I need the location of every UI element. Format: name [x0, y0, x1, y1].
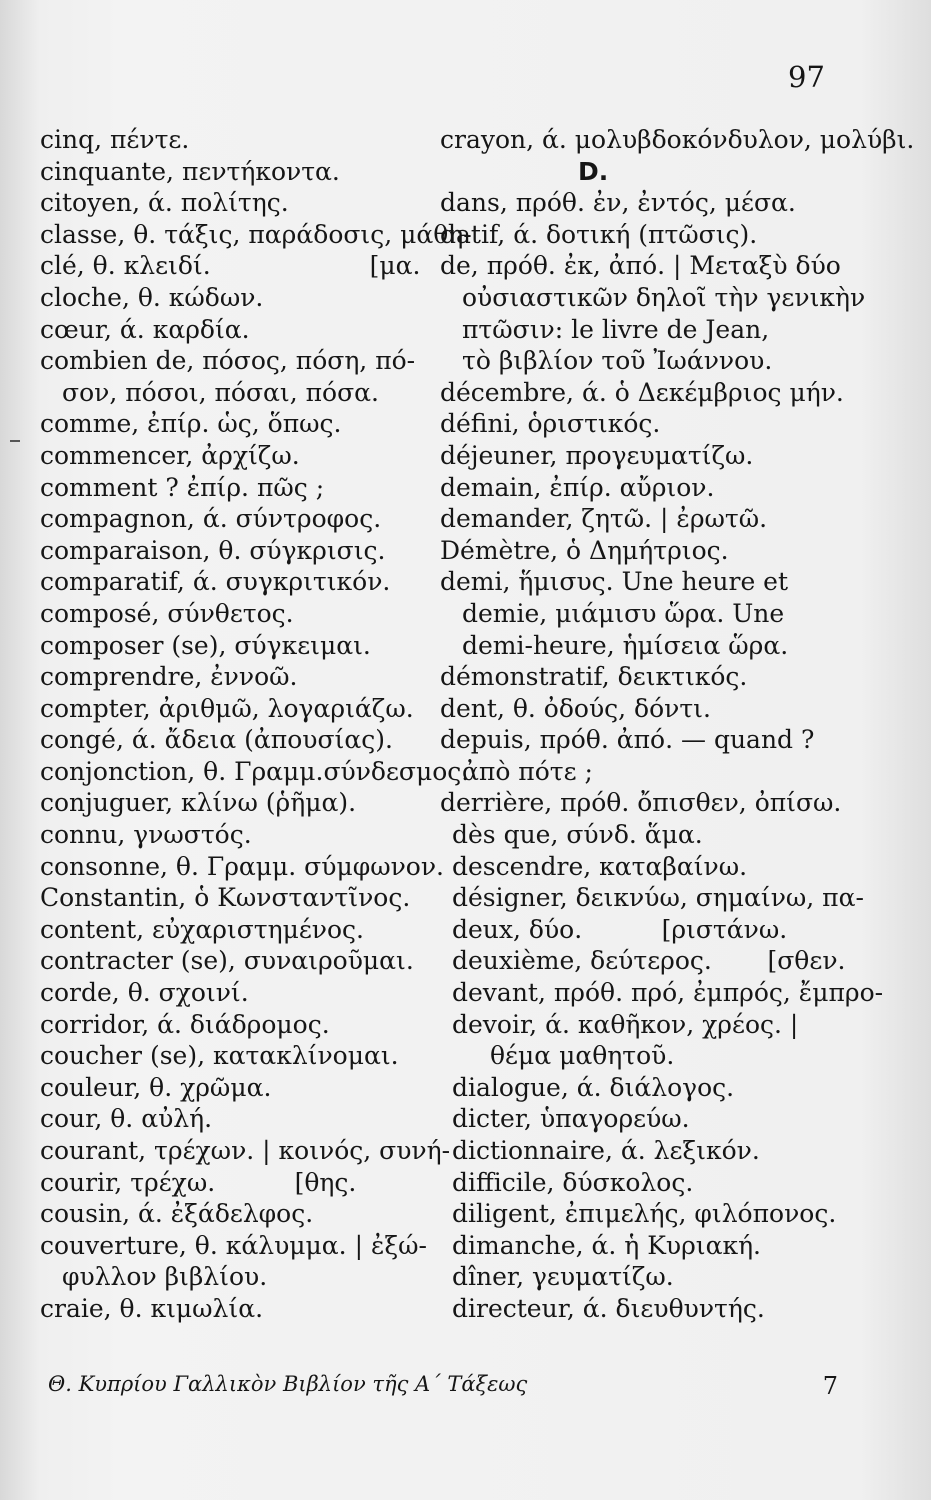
entry: comme, ἐπίρ. ὡς, ὅπως.	[40, 409, 342, 439]
entry: consonne, θ. Γραμμ. σύμφωνον.	[40, 851, 444, 881]
entry: derrière, πρόθ. ὄπισθεν, ὀπίσω.	[440, 788, 842, 818]
entry: contracter (se), συναιροῦμαι.	[40, 946, 414, 976]
entry-continuation: demie, μιάμισυ ὥρα. Une	[462, 598, 785, 628]
entry: cinquante, πεντήκοντα.	[40, 156, 340, 186]
entry: depuis, πρόθ. ἀπό. — quand ?	[440, 725, 815, 755]
entry: dent, θ. ὀδούς, δόντι.	[440, 693, 711, 723]
entry: déjeuner, προγευματίζω.	[440, 440, 754, 470]
entry: content, εὐχαριστημένος.	[40, 914, 364, 944]
entry: décembre, ά. ὁ Δεκέμβριος μήν.	[440, 377, 844, 407]
entry-continuation: ἀπὸ πότε ;	[462, 756, 593, 786]
entry: classe, θ. τάξις, παράδοσις, μάθη-	[40, 219, 472, 249]
page-footer	[48, 1372, 838, 1400]
entry: dictionnaire, ά. λεξικόν.	[452, 1136, 760, 1165]
entry-continuation: θέμα μαθητοῦ.	[490, 1041, 675, 1071]
entry: corridor, ά. διάδρομος.	[40, 1009, 330, 1039]
entry: dès que, σύνδ. ἅμα.	[452, 820, 703, 850]
entry: comment ? ἐπίρ. πῶς ;	[40, 472, 325, 502]
entry: couleur, θ. χρῶμα.	[40, 1072, 272, 1102]
entry: cœur, ά. καρδία.	[40, 314, 250, 344]
entry: dîner, γευματίζω.	[452, 1262, 674, 1292]
entry: combien de, πόσος, πόση, πό-	[40, 346, 416, 376]
entry: conjuguer, κλίνω (ῥῆμα).	[40, 788, 357, 818]
entry: diligent, ἐπιμελής, φιλόπονος.	[452, 1199, 837, 1229]
entry-continuation: οὐσιαστικῶν δηλοῖ τὴν γενικὴν	[462, 282, 866, 312]
entry: congé, ά. ἄδεια (ἀπουσίας).	[40, 725, 393, 755]
entry: compagnon, ά. σύντροφος.	[40, 504, 382, 534]
entry: cloche, θ. κώδων.	[40, 282, 264, 312]
entry: demi, ἥμισυς. Une heure et	[440, 567, 789, 597]
entry: courant, τρέχων. | κοινός, συνή-	[40, 1136, 451, 1165]
entry: comparatif, ά. συγκριτικόν.	[40, 567, 391, 597]
left-column	[40, 124, 472, 1325]
margin-mark	[10, 440, 20, 442]
entry: dialogue, ά. διάλογος.	[452, 1072, 735, 1102]
entry: comparaison, θ. σύγκρισις.	[40, 535, 386, 565]
entry: deux, δύο. [ριστάνω.	[452, 914, 788, 944]
entry: composer (se), σύγκειμαι.	[40, 630, 371, 660]
section-heading-d: D.	[578, 156, 609, 186]
entry: dicter, ὑπαγορεύω.	[452, 1104, 690, 1134]
entry: directeur, ά. διευθυντής.	[452, 1293, 765, 1323]
entry: devoir, ά. καθῆκον, χρέος. |	[452, 1009, 799, 1039]
entry: crayon, ά. μολυβδοκόνδυλον, μολύβι.	[440, 125, 915, 154]
entry: Constantin, ὁ Κωνσταντῖνος.	[40, 883, 411, 913]
entry: cinq, πέντε.	[40, 125, 190, 154]
entry: citoyen, ά. πολίτης.	[40, 188, 289, 218]
entry: compter, ἀριθμῶ, λογαριάζω.	[40, 693, 414, 723]
entry: craie, θ. κιμωλία.	[40, 1293, 264, 1323]
entry: demander, ζητῶ. | ἐρωτῶ.	[440, 504, 768, 534]
entry: datif, ά. δοτική (πτῶσις).	[440, 219, 758, 249]
entry: deuxième, δεύτερος. [σθεν.	[452, 946, 846, 976]
entry: demain, ἐπίρ. αὔριον.	[440, 472, 715, 502]
entry: couverture, θ. κάλυμμα. | ἐξώ-	[40, 1230, 427, 1260]
entry: corde, θ. σχοινί.	[40, 978, 249, 1008]
entry: conjonction, θ. Γραμμ.σύνδεσμος.	[40, 756, 470, 786]
entry: de, πρόθ. ἐκ, ἀπό. | Μεταξὺ δύο	[440, 251, 841, 281]
entry: coucher (se), κατακλίνομαι.	[40, 1041, 399, 1071]
entry: dimanche, ά. ἡ Κυριακή.	[452, 1230, 762, 1260]
entry: connu, γνωστός.	[40, 820, 252, 850]
entry: cour, θ. αὐλή.	[40, 1104, 213, 1134]
signature-mark: 7	[822, 1372, 838, 1400]
entry: cousin, ά. ἐξάδελφος.	[40, 1199, 314, 1229]
entry: courir, τρέχω. [θης.	[40, 1167, 357, 1197]
entry: difficile, δύσκολος.	[452, 1167, 694, 1197]
entry-continuation: φυλλον βιβλίου.	[62, 1262, 268, 1292]
page-number: 97	[788, 60, 825, 94]
entry-continuation: πτῶσιν: le livre de Jean,	[462, 314, 770, 344]
entry: descendre, καταβαίνω.	[452, 851, 748, 881]
entry: devant, πρόθ. πρό, ἐμπρός, ἔμπρο-	[452, 978, 884, 1008]
entry: composé, σύνθετος.	[40, 598, 294, 628]
footer-title: Θ. Κυπρίου Γαλλικὸν Βιβλίον τῆς Α΄ Τάξεως	[48, 1372, 528, 1396]
entry: Démètre, ὁ Δημήτριος.	[440, 535, 729, 565]
entry-continuation: τὸ βιβλίον τοῦ Ἰωάννου.	[462, 346, 773, 376]
right-column	[440, 124, 915, 1325]
entry: commencer, ἀρχίζω.	[40, 440, 300, 470]
entry: désigner, δεικνύω, σημαίνω, πα-	[452, 883, 864, 913]
entry: clé, θ. κλειδί. [μα.	[40, 251, 421, 281]
entry: dans, πρόθ. ἐν, ἐντός, μέσα.	[440, 188, 796, 218]
entry: défini, ὁριστικός.	[440, 409, 661, 439]
entry-continuation: demi-heure, ἡμίσεια ὥρα.	[462, 630, 789, 660]
entry: comprendre, ἐννοῶ.	[40, 662, 298, 692]
entry: démonstratif, δεικτικός.	[440, 662, 748, 692]
entry-continuation: σον, πόσοι, πόσαι, πόσα.	[62, 377, 380, 407]
